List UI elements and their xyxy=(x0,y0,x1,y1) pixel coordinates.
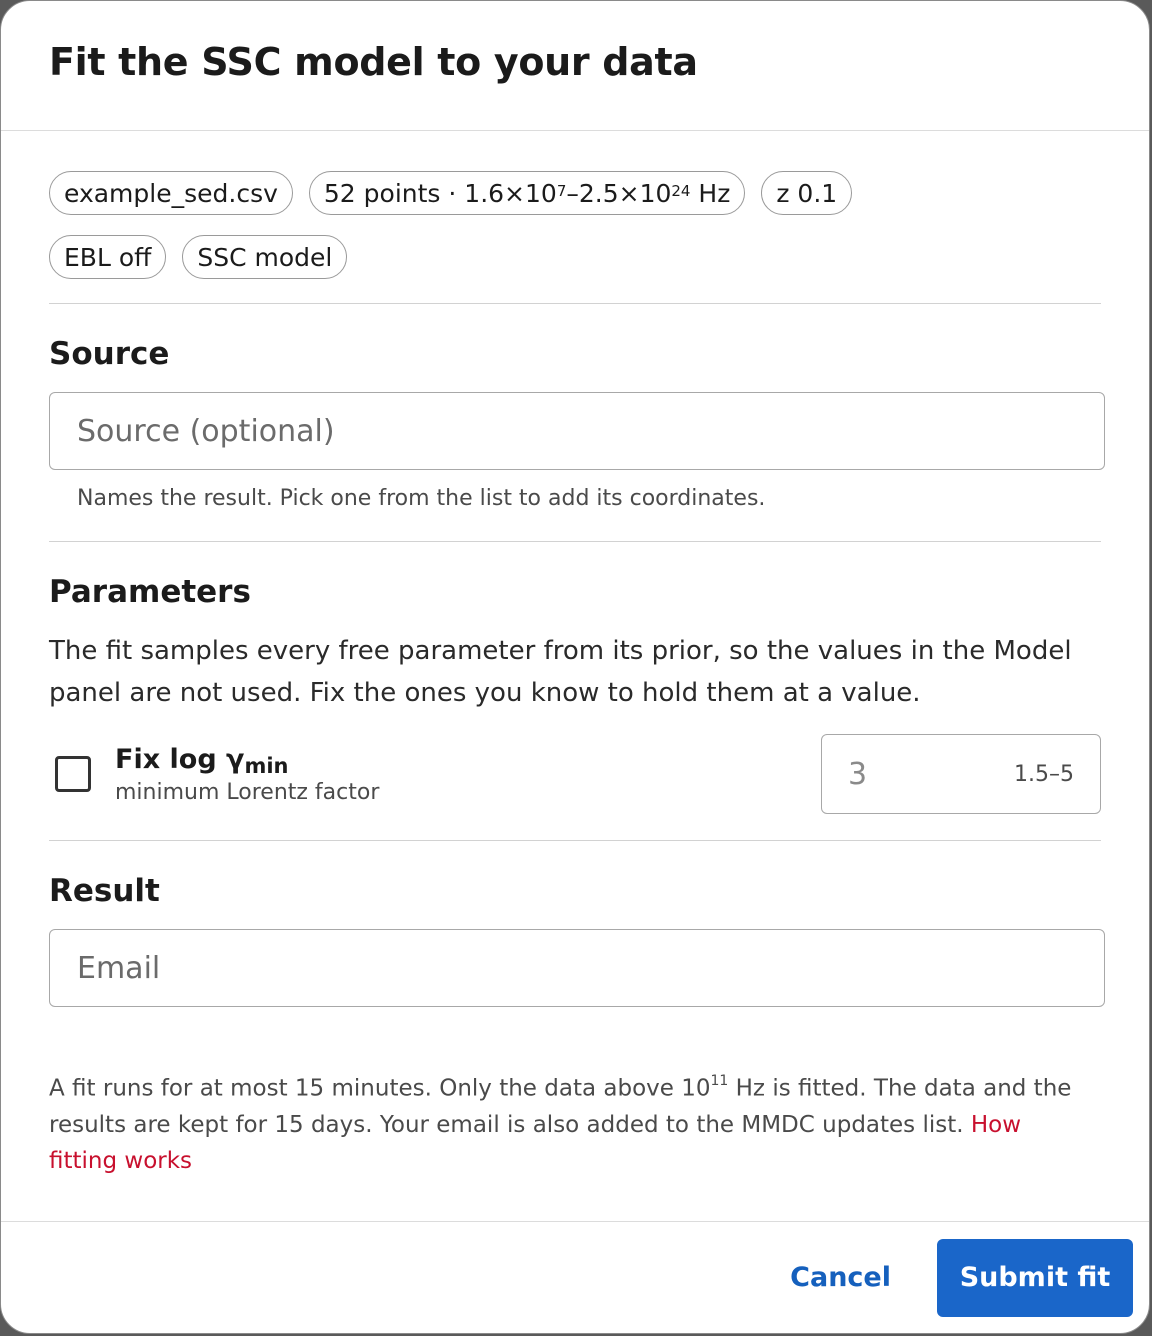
param-label xyxy=(115,744,379,778)
param-row-log-gamma-min xyxy=(49,734,1101,814)
param-description: minimum Lorentz factor xyxy=(115,779,380,805)
divider xyxy=(49,840,1101,841)
param-left xyxy=(49,744,379,805)
fix-log-gamma-min-checkbox[interactable] xyxy=(55,756,91,792)
chip-redshift: z 0.1 xyxy=(761,171,852,215)
chip-ebl: EBL off xyxy=(49,235,166,279)
notice-text-before: A fit runs for at most 15 minutes. Only the data above 10 xyxy=(49,1075,711,1102)
chip-model: SSC model xyxy=(182,235,347,279)
divider xyxy=(49,541,1101,542)
summary-chips xyxy=(49,131,949,303)
param-label-main: Fix log γ xyxy=(115,743,245,775)
dialog-header xyxy=(1,1,1149,131)
dialog-body xyxy=(1,131,1149,1179)
notice-text-after: Hz is fitted. The data and the results are kept for 15 days. Your email is also added to the MMDC updates list. xyxy=(49,1075,1072,1138)
dialog-title: Fit the SSC model to your data xyxy=(49,39,698,84)
log-gamma-min-input[interactable] xyxy=(848,757,928,792)
notice-exp: 11 xyxy=(710,1073,729,1089)
param-label-sub: min xyxy=(244,753,289,778)
email-field[interactable] xyxy=(49,929,1105,1007)
param-text xyxy=(115,744,379,805)
chip-points-suffix: Hz xyxy=(690,178,731,208)
chip-file: example_sed.csv xyxy=(49,171,293,215)
fit-notice xyxy=(49,1065,1089,1179)
result-heading: Result xyxy=(49,873,160,909)
source-heading: Source xyxy=(49,336,170,372)
chip-points-prefix: 52 points · 1.6×10 xyxy=(323,178,557,208)
dialog-footer xyxy=(1,1221,1149,1333)
parameters-description: The fit samples every free parameter from its prior, so the values in the Model panel are not used. Fix the ones you know to hold them at a value. xyxy=(49,636,1072,708)
chip-points-exp1: 7 xyxy=(556,182,567,200)
source-hint: Names the result. Pick one from the list to add its coordinates. xyxy=(77,486,766,511)
how-fitting-works-link[interactable]: How fitting works xyxy=(49,1111,1022,1174)
chip-points-exp2: 24 xyxy=(671,182,691,200)
chip-points xyxy=(309,171,745,215)
divider xyxy=(49,303,1101,304)
cancel-button[interactable]: Cancel xyxy=(780,1252,901,1303)
parameters-heading: Parameters xyxy=(49,574,251,610)
chip-points-mid: –2.5×10 xyxy=(566,178,672,208)
param-range: 1.5–5 xyxy=(1014,761,1074,787)
param-value-field xyxy=(821,734,1101,814)
source-input[interactable] xyxy=(49,392,1105,470)
submit-fit-button[interactable]: Submit fit xyxy=(937,1239,1133,1317)
